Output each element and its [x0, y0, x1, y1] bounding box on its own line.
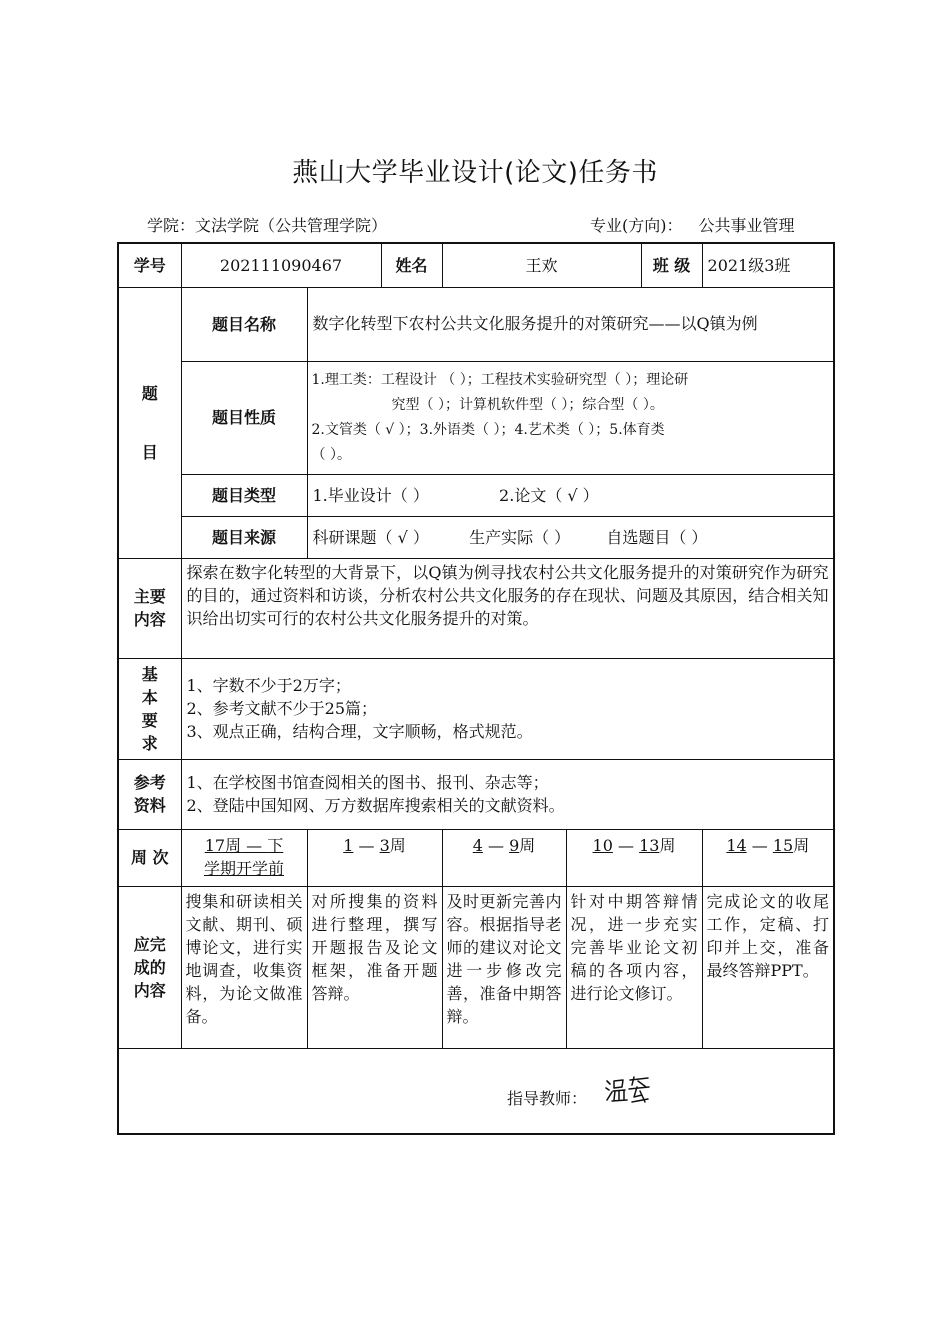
week-end: 3 [379, 835, 390, 855]
signature-row [118, 1048, 834, 1134]
week-range [442, 829, 566, 886]
advisor-label: 指导教师： [507, 1088, 588, 1108]
advisor-signature [604, 1075, 652, 1105]
main-content-text: 探索在数字化转型的大背景下，以Q镇为例寻找农村公共文化服务提升的对策研究作为研究的目的，通过资料和访谈，分析农村公共文化服务的存在现状、问题及其原因，结合相关知识给出切实可行的农村公共文化服务提升的对策。 [181, 558, 834, 658]
week-range [566, 829, 702, 886]
main-content-label [118, 558, 181, 658]
college-info [147, 213, 387, 236]
tasks-label-line: 内容 [133, 980, 166, 1000]
source-option-research: 科研课题（ √ ） [312, 527, 429, 547]
type-option-design: 1.毕业设计（ ） [312, 485, 429, 505]
topic-label-char: 目 [141, 442, 158, 462]
week-range [702, 829, 834, 886]
task-form-table [117, 242, 835, 1135]
nature-line-4: （ ）。 [311, 446, 351, 463]
week-suffix: 周 [659, 835, 676, 855]
tasks-label-line: 应完 [133, 934, 166, 954]
type-option-thesis: 2.论文（ √ ） [499, 485, 599, 505]
main-content-label-line: 内容 [133, 610, 166, 629]
requirement-item: 3、观点正确，结构合理，文字顺畅，格式规范。 [186, 722, 533, 741]
requirements-label [118, 658, 181, 759]
topic-type-label: 题目类型 [181, 474, 307, 516]
references-label-line: 参考 [133, 773, 166, 792]
requirements-label-char: 基 [141, 664, 158, 684]
task-cell: 及时更新完善内容。根据指导老师的建议对论文进一步修改完善，准备中期答辩。 [442, 886, 566, 1048]
topic-title-label: 题目名称 [181, 287, 307, 361]
week-sep: — [612, 835, 640, 855]
week-start: 17周 [204, 835, 242, 855]
week-end: 15 [772, 835, 794, 855]
nature-line-2: 究型（ ）；计算机软件型（ ）；综合型（ ）。 [391, 396, 664, 413]
nature-line-1: 1.理工类：工程设计 （ ）；工程技术实验研究型（ ）；理论研 [311, 371, 689, 388]
requirements-label-char: 要 [141, 710, 158, 730]
week-end: 13 [639, 835, 660, 855]
week-start: 4 [472, 835, 483, 855]
college-value: 文法学院（公共管理学院） [195, 216, 388, 235]
topic-type-value [307, 474, 834, 516]
week-suffix: 周 [519, 835, 536, 855]
college-label: 学院： [147, 216, 196, 235]
references-label [118, 759, 181, 829]
week-end: 下 [267, 835, 284, 855]
topic-section-label [118, 287, 181, 558]
task-cell: 搜集和研读相关文献、期刊、硕博论文，进行实地调查，收集资料，为论文做准备。 [181, 886, 307, 1048]
page-title: 燕山大学毕业设计(论文)任务书 [292, 158, 658, 188]
week-start: 10 [592, 835, 613, 855]
task-cell: 针对中期答辩情况，进一步充实完善毕业论文初稿的各项内容，进行论文修订。 [566, 886, 702, 1048]
class-label: 班 级 [641, 243, 702, 287]
source-option-self: 自选题目（ ） [606, 527, 708, 547]
topic-source-label: 题目来源 [181, 516, 307, 558]
topic-nature-value [307, 361, 834, 474]
topic-title-value: 数字化转型下农村公共文化服务提升的对策研究——以Q镇为例 [307, 287, 834, 361]
week-sep: — [353, 835, 380, 855]
major-value: 公共事业管理 [698, 216, 795, 235]
nature-line-3: 2.文管类（ √ ）；3.外语类（ ）；4.艺术类（ ）；5.体育类 [311, 421, 665, 438]
tasks-label-line: 成的 [133, 957, 166, 977]
week-end: 9 [509, 835, 520, 855]
week-suffix: 学期开学前 [203, 858, 284, 878]
student-name-label: 姓名 [381, 243, 442, 287]
requirement-item: 2、参考文献不少于25篇； [186, 699, 378, 718]
task-cell: 对所搜集的资料进行整理，撰写开题报告及论文框架，准备开题答辩。 [307, 886, 442, 1048]
week-suffix: 周 [389, 835, 406, 855]
student-id-label: 学号 [118, 243, 181, 287]
requirements-list [181, 658, 834, 759]
task-cell: 完成论文的收尾工作，定稿、打印并上交，准备最终答辩PPT。 [702, 886, 834, 1048]
student-id-value: 202111090467 [181, 243, 381, 287]
reference-item: 2、登陆中国知网、万方数据库搜索相关的文献资料。 [186, 796, 565, 815]
weeks-label: 周 次 [118, 829, 181, 886]
week-range [181, 829, 307, 886]
major-info [590, 213, 795, 236]
topic-source-value [307, 516, 834, 558]
requirements-label-char: 本 [141, 687, 158, 707]
week-sep: — [482, 835, 510, 855]
references-label-line: 资料 [133, 796, 166, 815]
topic-label-char: 题 [141, 383, 158, 403]
week-sep: — [746, 835, 773, 855]
week-start: 1 [343, 835, 354, 855]
tasks-label [118, 886, 181, 1048]
requirement-item: 1、字数不少于2万字； [186, 676, 351, 695]
class-value: 2021级3班 [702, 243, 834, 287]
week-sep: — [241, 835, 268, 855]
week-start: 14 [726, 835, 747, 855]
reference-item: 1、在学校图书馆查阅相关的图书、报刊、杂志等； [186, 773, 549, 792]
student-name-value: 王欢 [442, 243, 641, 287]
references-list [181, 759, 834, 829]
main-content-label-line: 主要 [133, 587, 166, 606]
requirements-label-char: 求 [141, 733, 158, 753]
week-range [307, 829, 442, 886]
source-option-production: 生产实际（ ） [469, 527, 571, 547]
major-label: 专业(方向)： [590, 216, 683, 235]
topic-nature-label: 题目性质 [181, 361, 307, 474]
week-suffix: 周 [793, 835, 810, 855]
